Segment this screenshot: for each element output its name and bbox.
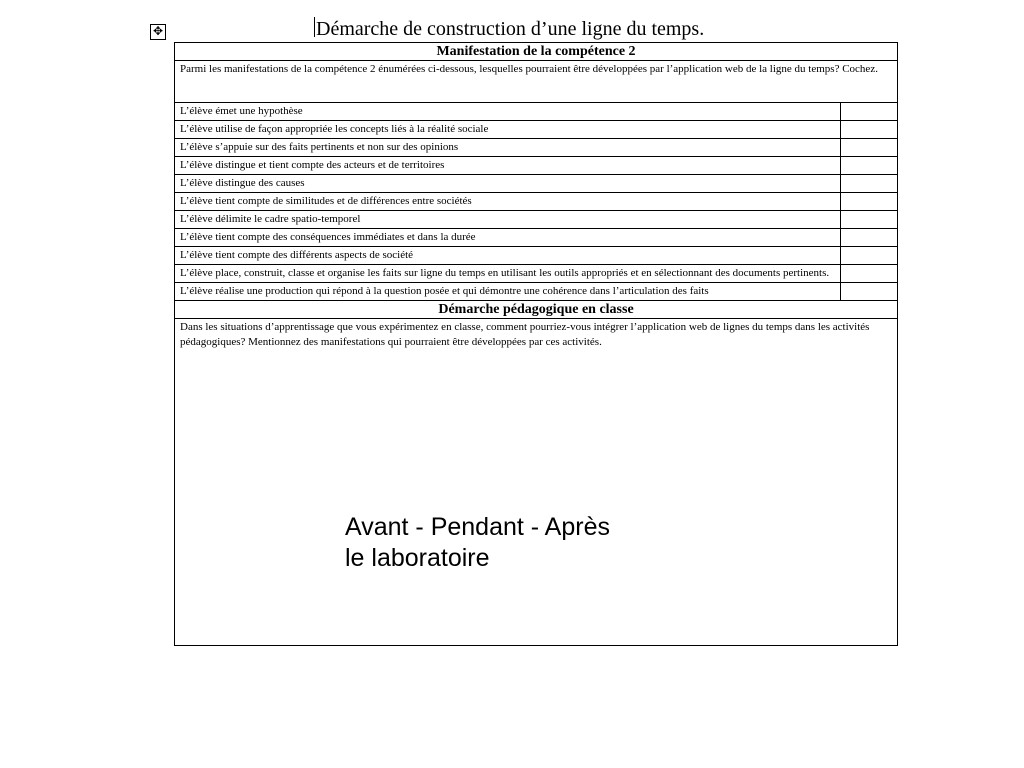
item-label: L’élève réalise une production qui répond à la question posée et qui démontre une cohérence dans l’articulation des faits [175, 283, 841, 301]
item-label: L’élève distingue et tient compte des acteurs et de territoires [175, 157, 841, 175]
item-label: L’élève tient compte de similitudes et de différences entre sociétés [175, 193, 841, 211]
checkbox-cell[interactable] [841, 193, 898, 211]
answer-row [175, 319, 898, 646]
table-move-handle-icon[interactable]: ✥ [150, 24, 166, 40]
item-label: L’élève tient compte des conséquences immédiates et dans la durée [175, 229, 841, 247]
item-label: L’élève place, construit, classe et organise les faits sur ligne du temps en utilisant les outils appropriés et en sélectionnant des documents pertinents. [175, 265, 841, 283]
checkbox-cell[interactable] [841, 247, 898, 265]
overlay-line-1: Avant - Pendant - Après [345, 513, 610, 541]
section-heading-row [175, 43, 898, 61]
document-title: Démarche de construction d’une ligne du temps. [316, 18, 705, 40]
table-row [175, 229, 898, 247]
item-label: L’élève émet une hypothèse [175, 103, 841, 121]
intro-row [175, 61, 898, 103]
section1-intro: Parmi les manifestations de la compétence 2 énumérées ci-dessous, lesquelles pourraient être développées par l’application web de la ligne du temps? Cochez. [175, 61, 898, 103]
section2-heading: Démarche pédagogique en classe [175, 301, 898, 319]
checkbox-cell[interactable] [841, 103, 898, 121]
section-heading-row [175, 301, 898, 319]
table-row [175, 247, 898, 265]
checkbox-cell[interactable] [841, 121, 898, 139]
table-row [175, 139, 898, 157]
checkbox-cell[interactable] [841, 283, 898, 301]
section2-body: Dans les situations d’apprentissage que vous expérimentez en classe, comment pourriez-vous intégrer l’application web de lignes du temps dans les activités pédagogiques? Mentionnez des manifestations qui pourraient être développées par ces activités. [180, 321, 870, 348]
section1-heading: Manifestation de la compétence 2 [175, 43, 898, 61]
table-row [175, 283, 898, 301]
overlay-line-2: le laboratoire [345, 544, 490, 572]
text-cursor [314, 17, 315, 37]
checkbox-cell[interactable] [841, 175, 898, 193]
item-label: L’élève tient compte des différents aspects de société [175, 247, 841, 265]
section2-answer-cell[interactable] [175, 319, 898, 646]
overlay-text [345, 512, 610, 574]
table-row [175, 211, 898, 229]
table-row [175, 265, 898, 283]
table-row [175, 175, 898, 193]
item-label: L’élève s’appuie sur des faits pertinents et non sur des opinions [175, 139, 841, 157]
item-label: L’élève délimite le cadre spatio-temporel [175, 211, 841, 229]
checkbox-cell[interactable] [841, 139, 898, 157]
checkbox-cell[interactable] [841, 229, 898, 247]
table-row [175, 121, 898, 139]
table-row [175, 103, 898, 121]
checkbox-cell[interactable] [841, 265, 898, 283]
checkbox-cell[interactable] [841, 157, 898, 175]
table-row [175, 157, 898, 175]
item-label: L’élève distingue des causes [175, 175, 841, 193]
item-label: L’élève utilise de façon appropriée les concepts liés à la réalité sociale [175, 121, 841, 139]
table-row [175, 193, 898, 211]
checkbox-cell[interactable] [841, 211, 898, 229]
